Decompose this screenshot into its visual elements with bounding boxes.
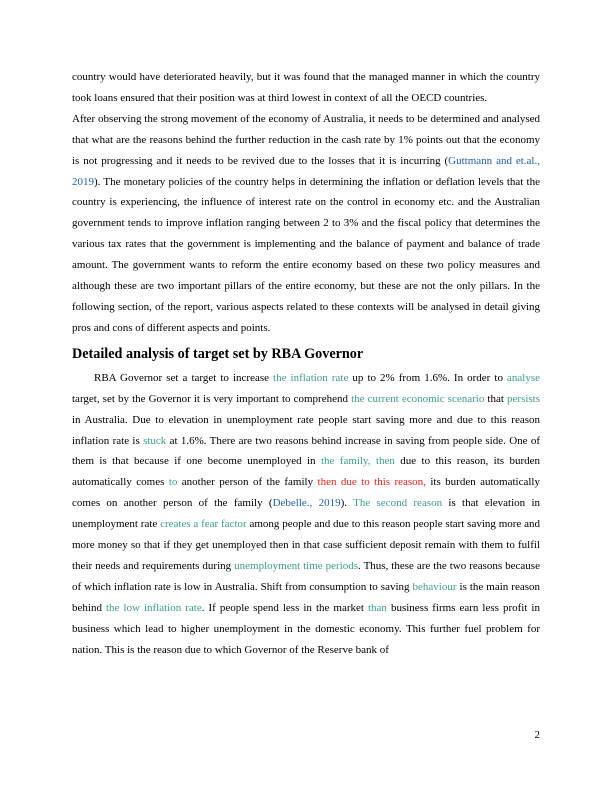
intro-paragraph-2 [72, 109, 540, 339]
text-run: . Thus, these are the two reasons because of which inflation rate is low in Australia. Shift from consumption to saving [72, 559, 540, 593]
text-run: at 1.6%. There are two reasons behind increase in saving from people side. One of them is that because if one become unemployed in [72, 434, 540, 468]
text-run: ). The monetary policies of the country helps in determining the inflation or deflation levels that the country is experiencing, the influence of interest rate on the control in economy etc. and the Australian government tends to improve inflation ranging between 2 to 3% and the fiscal policy that determines the various tax rates that the government is implementing and the balance of payment and balance of trade amount. The government wants to reform the entire economy based on these two policy measures and although these are two important pillars of the entire economy, but these are not the only pillars. In the following section, of the report, various aspects related to these contexts will be analysed in detail giving pros and cons of different aspects and points. [72, 175, 540, 334]
text-run: is the main reason behind [72, 580, 540, 614]
text-run: After observing the strong movement of the economy of Australia, it needs to be determined and analysed that what are the reasons behind the further reduction in the cash rate by 1% points out that the economy is not progressing and it needs to be revived due to the losses that it is incurring ( [72, 112, 540, 167]
highlight-phrase: the family, then [320, 455, 395, 468]
text-run: target, set by the Governor it is very important to comprehend [72, 392, 352, 405]
section-heading: Detailed analysis of target set by RBA Governor [72, 345, 364, 362]
document-page [72, 67, 540, 660]
highlight-phrase: stuck [143, 434, 167, 447]
text-run: that [484, 392, 507, 405]
highlight-phrase: creates a fear factor [160, 518, 247, 531]
text-run: RBA Governor set a target to increase [94, 371, 274, 384]
highlight-phrase: unemployment time periods [234, 559, 359, 572]
text-run: among people and due to this reason people start saving more and more money so that if they get unemployed then in that case sufficient deposit remain with them to fulfil their needs and requirements during [72, 518, 540, 572]
section-paragraph [72, 368, 540, 661]
text-run: another person of the family [177, 476, 318, 489]
citation-guttmann: Guttmann and et.al., 2019 [72, 154, 540, 188]
highlight-phrase: behaviour [412, 580, 457, 593]
intro-paragraph-1 [72, 67, 540, 109]
highlight-phrase: the current economic scenario [351, 392, 485, 405]
highlight-phrase: the low inflation rate [105, 601, 202, 614]
highlight-phrase: than [367, 601, 387, 614]
highlight-phrase: analyse [507, 371, 540, 384]
highlight-phrase: The second reason [353, 497, 443, 510]
highlight-phrase: persists [507, 392, 540, 405]
text-run: . If people spend less in the market [201, 601, 368, 614]
text-run: country would have deteriorated heavily, but it was found that the managed manner in which the country took loans ensured that their position was at third lowest in context of all the OECD countries. [72, 71, 540, 104]
highlight-phrase: the inflation rate [273, 371, 349, 384]
text-run: ). [340, 497, 354, 510]
highlight-phrase: to [168, 476, 178, 489]
text-run: business firms earn less profit in business which lead to higher unemployment in the domestic economy. This further fuel problem for nation. This is the reason due to which Governor of the Reserve bank of [72, 601, 540, 656]
text-run: due to this reason, its burden automatically comes [72, 455, 540, 489]
text-run: in Australia. Due to elevation in unemployment rate people start saving more and due to this reason inflation rate is [72, 413, 540, 447]
citation-debelle: Debelle., 2019 [272, 497, 341, 510]
text-run: up to 2% from 1.6%. In order to [348, 371, 507, 384]
text-run: is that elevation in unemployment rate [72, 497, 541, 531]
text-run: its burden automatically comes on another person of the family ( [72, 476, 540, 510]
flagged-phrase: then due to this reason, [317, 476, 426, 489]
page-number: 2 [534, 729, 540, 741]
